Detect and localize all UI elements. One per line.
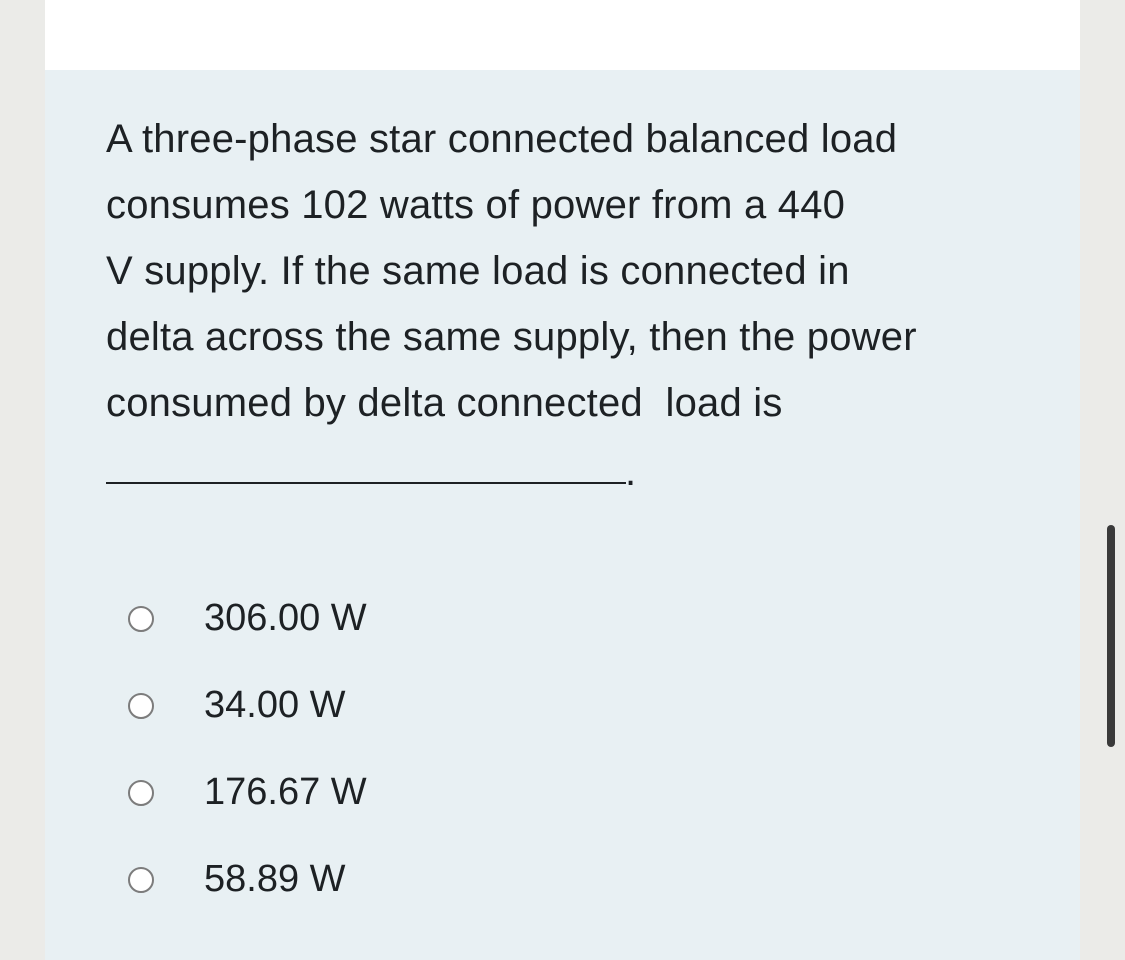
option-2[interactable]	[128, 662, 367, 749]
radio-button[interactable]	[128, 693, 154, 719]
blank-period: .	[625, 450, 637, 494]
radio-button[interactable]	[128, 780, 154, 806]
option-3[interactable]	[128, 749, 367, 836]
radio-button[interactable]	[128, 867, 154, 893]
option-1[interactable]	[128, 575, 367, 662]
option-label[interactable]: 176.67 W	[204, 771, 367, 813]
option-label[interactable]: 58.89 W	[204, 858, 346, 900]
radio-button[interactable]	[128, 606, 154, 632]
option-label[interactable]: 306.00 W	[204, 597, 367, 639]
answer-blank-line	[106, 482, 626, 484]
answer-options	[128, 575, 367, 923]
option-label[interactable]: 34.00 W	[204, 684, 346, 726]
question-card	[45, 70, 1080, 960]
header-area	[45, 0, 1080, 70]
scrollbar-thumb[interactable]	[1107, 525, 1115, 747]
question-text: A three-phase star connected balanced load consumes 102 watts of power from a 440 V supply. If the same load is connected in delta across the same supply, then the power consumed by delta connected load is	[106, 117, 917, 425]
option-4[interactable]	[128, 836, 367, 923]
